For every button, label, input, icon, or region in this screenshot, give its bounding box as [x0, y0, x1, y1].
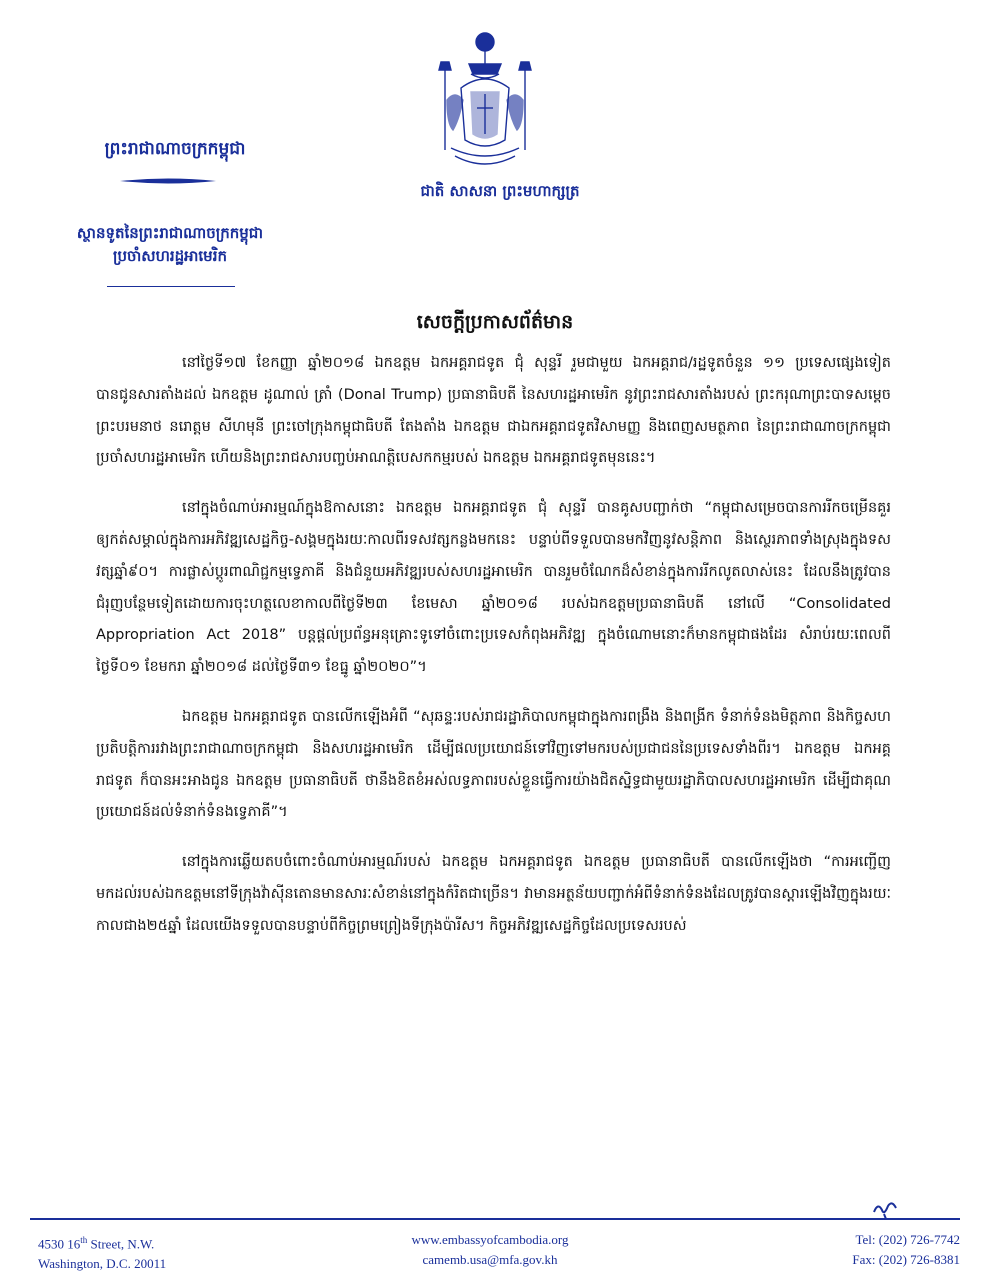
- embassy-underline: [107, 286, 235, 287]
- telephone: Tel: (202) 726-7742: [855, 1232, 960, 1247]
- handwritten-initials-icon: [870, 1198, 900, 1220]
- fax: Fax: (202) 726-8381: [852, 1252, 960, 1267]
- embassy-name-line1: ស្ថានទូតនៃព្រះរាជាណាចក្រកម្ពុជា: [76, 224, 264, 242]
- kingdom-name: ព្រះរាជាណាចក្រកម្ពុជា: [104, 139, 246, 159]
- footer-address: [38, 1230, 166, 1274]
- paragraph-1: នៅថ្ងៃទី១៧ ខែកញ្ញា ឆ្នាំ២០១៨ ឯកឧត្តម ឯកអគ្គរាជទូត ជុំ សុន្ទរី រួមជាមួយ ឯកអគ្គរាជ/រដ្ឋទូតចំនួន ១១ ប្រទេសផ្សេងទៀត បានជូនសារតាំងដល់ ឯកឧត្តម ដូណាល់ ត្រាំ (Donal Trump) ប្រធានាធិបតី នៃសហរដ្ឋអាមេរិក នូវព្រះរាជសារតាំងរបស់ ព្រះករុណាព្រះបាទសម្តេចព្រះបរមនាថ នរោត្តម សីហមុនី ព្រះចៅក្រុងកម្ពុជាធិបតី តែងតាំង ឯកឧត្តម ជាឯកអគ្គរាជទូតវិសាមញ្ញ និងពេញសមត្ថភាព នៃព្រះរាជាណាចក្រកម្ពុជាប្រចាំសហរដ្ឋអាមេរិក ហើយនិងព្រះរាជសារបញ្ចប់អាណត្តិបេសកកម្មរបស់ ឯកឧត្តម ឯកអគ្គរាជទូតមុននេះ។: [96, 355, 891, 467]
- address-ordinal: th: [80, 1235, 88, 1245]
- address-line-2: Washington, D.C. 20011: [38, 1256, 167, 1272]
- footer-contact-web: [360, 1230, 620, 1270]
- national-motto: ជាតិ សាសនា ព្រះមហាក្សត្រ: [420, 182, 580, 200]
- address-street: Street, N.W.: [87, 1236, 155, 1252]
- ornament-divider-icon: [118, 176, 218, 186]
- website-link[interactable]: www.embassyofcambodia.org: [411, 1232, 569, 1247]
- address-number: 4530 16: [38, 1236, 81, 1252]
- paragraph-3: ឯកឧត្តម ឯកអគ្គរាជទូត បានលើកឡើងអំពី “សុឆន្ទៈរបស់រាជរដ្ឋាភិបាលកម្ពុជាក្នុងការពង្រឹង និងពង្រីក ទំនាក់ទំនងមិត្តភាព និងកិច្ចសហប្រតិបត្តិការរវាងព្រះរាជាណាចក្រកម្ពុជា និងសហរដ្ឋអាមេរិក ដើម្បីផលប្រយោជន៍ទៅវិញទៅមករបស់ប្រជាជននៃប្រទេសទាំងពីរ។ ឯកឧត្តម ឯកអគ្គរាជទូត ក៏បានអះអាងជូន ឯកឧត្តម ប្រធានាធិបតី ថានឹងខិតខំអស់លទ្ធភាពរបស់ខ្លួនធ្វើការយ៉ាងជិតស្និទ្ធជាមួយរដ្ឋាភិបាលសហរដ្ឋអាមេរិក ដើម្បីជាគុណប្រយោជន៍ដល់ទំនាក់ទំនងទ្វេភាគី”។: [96, 708, 891, 821]
- document-title: សេចក្តីប្រកាសព័ត៌មាន: [416, 311, 574, 333]
- embassy-name: [45, 222, 295, 268]
- footer-divider: [30, 1218, 960, 1220]
- footer-phone: [852, 1230, 960, 1270]
- document-body: [96, 348, 891, 961]
- paragraph-2: នៅក្នុងចំណាប់អារម្មណ៍ក្នុងឱកាសនោះ ឯកឧត្តម ឯកអគ្គរាជទូត ជុំ សុន្ទរី បានគូសបញ្ជាក់ថា “កម្ពុជាសម្រេចបានការរីកចម្រើនគួរឲ្យកត់សម្គាល់ក្នុងការអភិវឌ្ឍសេដ្ឋកិច្ច-សង្គមក្នុងរយៈកាលពីរទសវត្សកន្លងមកនេះ បន្ទាប់ពីទទួលបានមកវិញនូវសន្តិភាព និងស្ថេរភាពទាំងស្រុងក្នុងទសវត្សឆ្នាំ៩០។ ការផ្លាស់ប្តូរពាណិជ្ជកម្មទ្វេភាគី និងជំនួយអភិវឌ្ឍរបស់សហរដ្ឋអាមេរិក បានរួមចំណែកដ៏សំខាន់ក្នុងការរីកលូតលាស់នេះ ដែលនឹងត្រូវបានជំរុញបន្ថែមទៀតដោយការចុះហត្ថលេខាកាលពីថ្ងៃទី២៣ ខែមេសា ឆ្នាំ២០១៨ របស់ឯកឧត្តមប្រធានាធិបតី នៅលើ “Consolidated Appropriation Act 2018” បន្តផ្តល់ប្រព័ន្ធអនុគ្រោះទូទៅចំពោះប្រទេសកំពុងអភិវឌ្ឍ ក្នុងចំណោមនោះក៏មានកម្ពុជាផងដែរ សំរាប់រយៈពេលពីថ្ងៃទី០១ ខែមករា ឆ្នាំ២០១៨ ដល់ថ្ងៃទី៣១ ខែធ្នូ ឆ្នាំ២០២០”។: [96, 500, 891, 676]
- royal-crest-icon: [425, 30, 545, 175]
- email-link[interactable]: camemb.usa@mfa.gov.kh: [422, 1252, 558, 1267]
- paragraph-4: នៅក្នុងការឆ្លើយតបចំពោះចំណាប់អារម្មណ៍របស់ ឯកឧត្តម ឯកអគ្គរាជទូត ឯកឧត្តម ប្រធានាធិបតី បានលើកឡើងថា “ការអញ្ជើញមកដល់របស់ឯកឧត្តមនៅទីក្រុងវ៉ាស៊ីនតោនមានសារៈសំខាន់នៅក្នុងកំរិតជាច្រើន។ វាមានអត្ថន័យបញ្ជាក់អំពីទំនាក់ទំនងដែលត្រូវបានស្តារឡើងវិញក្នុងរយៈកាលជាង២៥ឆ្នាំ ដែលយើងទទួលបានបន្ទាប់ពីកិច្ចព្រមព្រៀងទីក្រុងប៉ារីស។ កិច្ចអភិវឌ្ឍសេដ្ឋកិច្ចដែលប្រទេសរបស់: [96, 854, 891, 934]
- embassy-name-line2: ប្រចាំសហរដ្ឋអាមេរិក: [113, 247, 227, 265]
- address-line-1: [38, 1230, 166, 1254]
